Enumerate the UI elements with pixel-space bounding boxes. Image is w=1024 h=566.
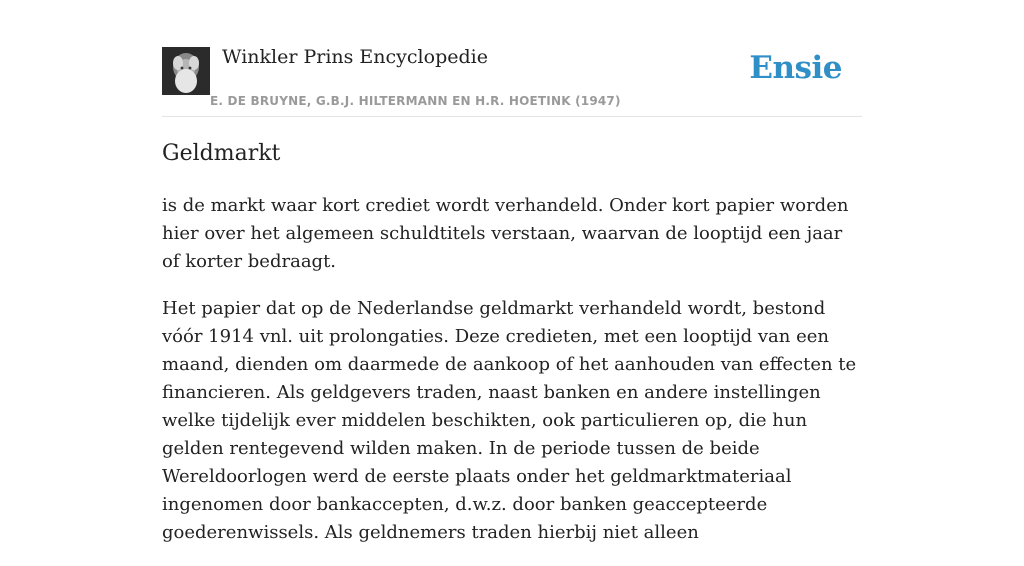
article-paragraph: Het papier dat op de Nederlandse geldmarkt verhandeld wordt, bestond vóór 1914 vnl. uit prolongaties. Deze credieten, met een looptijd van een maand, dienden om daarmede de aankoop of het aanhouden van effecten te financieren. Als geldgevers traden, naast banken en andere instellingen welke tijdelijk ever middelen beschikten, ook particulieren op, die hun gelden rentegevend wilden maken. In de periode tussen de beide Wereldoorlogen werd de eerste plaats onder het geldmarktmateriaal ingenomen door bankaccepten, d.w.z. door banken geaccepteerde goederenwissels. Als geldnemers traden hierbij niet alleen bbox=[162, 298, 857, 543]
authors-credit: E. DE BRUYNE, G.B.J. HILTERMANN EN H.R. HOETINK (1947) bbox=[210, 94, 621, 108]
ensie-logo[interactable]: Ensie bbox=[749, 50, 842, 86]
portrait-image bbox=[162, 47, 210, 95]
header bbox=[162, 0, 862, 117]
article-paragraph: is de markt waar kort crediet wordt verhandeld. Onder kort papier worden hier over het algemeen schuldtitels verstaan, waarvan de looptijd een jaar of korter bedraagt. bbox=[162, 195, 849, 272]
site-title[interactable]: Winkler Prins Encyclopedie bbox=[222, 46, 488, 68]
article-title: Geldmarkt bbox=[162, 141, 281, 166]
author-avatar[interactable] bbox=[162, 47, 210, 95]
article-body bbox=[162, 192, 862, 566]
